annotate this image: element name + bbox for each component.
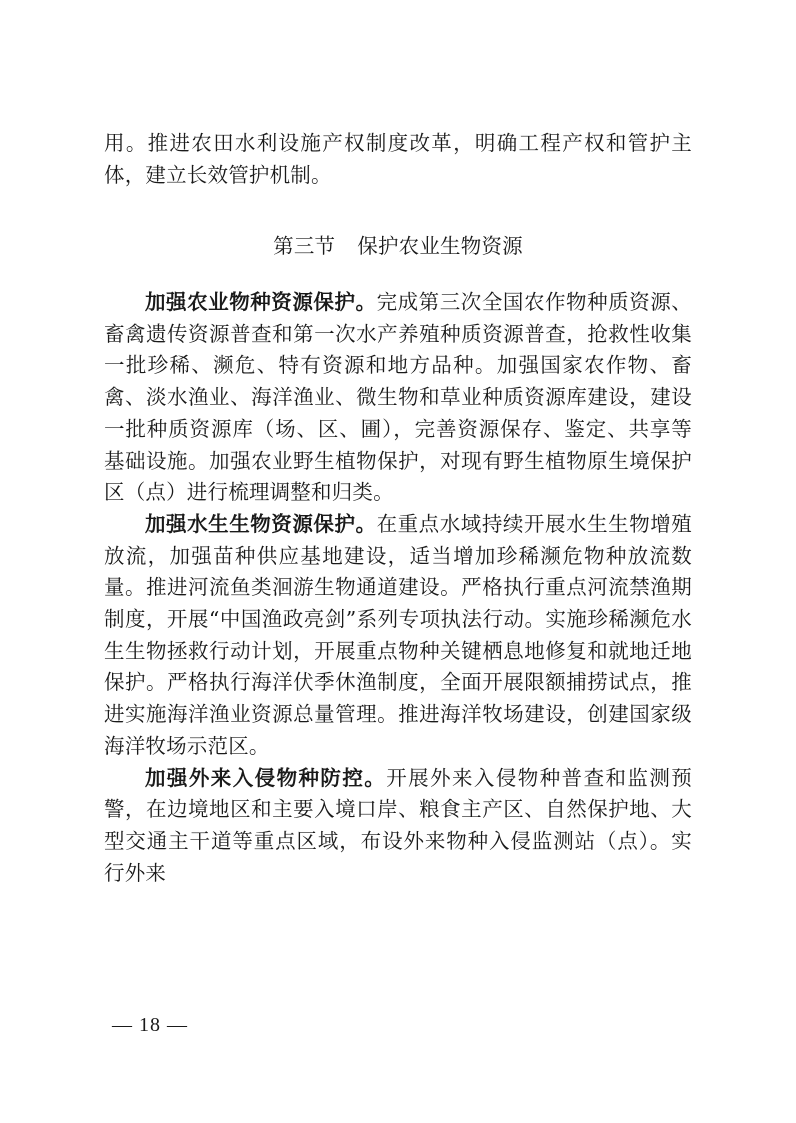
page-number: — 18 — xyxy=(112,1014,188,1036)
paragraph-body: 完成第三次全国农作物种质资源、畜禽遗传资源普查和第一次水产养殖种质资源普查，抢救性收集一批珍稀、濒危、特有资源和地方品种。加强国家农作物、畜禽、淡水渔业、海洋渔业、微生物和草业种质资源库建设，建设一批种质资源库（场、区、圃），完善资源保存、鉴定、共享等基础设施。加强农业野生植物保护，对现有野生植物原生境保护区（点）进行梳理调整和归类。 xyxy=(104,290,693,505)
body-block xyxy=(104,287,692,889)
paragraph-aquatic-resources xyxy=(104,509,692,763)
paragraph-lead: 加强农业物种资源保护。 xyxy=(145,290,377,314)
paragraph-lead: 加强水生生物资源保护。 xyxy=(145,511,377,536)
continuation-block xyxy=(104,128,692,191)
continuation-paragraph: 用。推进农田水利设施产权制度改革，明确工程产权和管护主体，建立长效管护机制。 xyxy=(104,131,692,187)
paragraph-body: 在重点水域持续开展水生生物增殖放流，加强苗种供应基地建设，适当增加珍稀濒危物种放流数量。推进河流鱼类洄游生物通道建设。严格执行重点河流禁渔期制度，开展“中国渔政亮剑”系列专项执法行动。实施珍稀濒危水生生物拯救行动计划，开展重点物种关键栖息地修复和就地迁地保护。严格执行海洋伏季休渔制度，全面开展限额捕捞试点，推进实施海洋渔业资源总量管理。推进海洋牧场建设，创建国家级海洋牧场示范区。 xyxy=(104,511,693,758)
paragraph-body: 开展外来入侵物种普查和监测预警，在边境地区和主要入境口岸、粮食主产区、自然保护地、大型交通主干道等重点区域，布设外来物种入侵监测站（点）。实行外来 xyxy=(104,765,692,885)
paragraph-lead: 加强外来入侵物种防控。 xyxy=(145,765,387,790)
paragraph-invasive-species xyxy=(104,763,692,890)
section-title: 保护农业生物资源 xyxy=(357,234,523,258)
paragraph-species-resources xyxy=(104,287,692,509)
section-heading xyxy=(0,230,796,262)
section-number: 第三节 xyxy=(273,234,336,258)
